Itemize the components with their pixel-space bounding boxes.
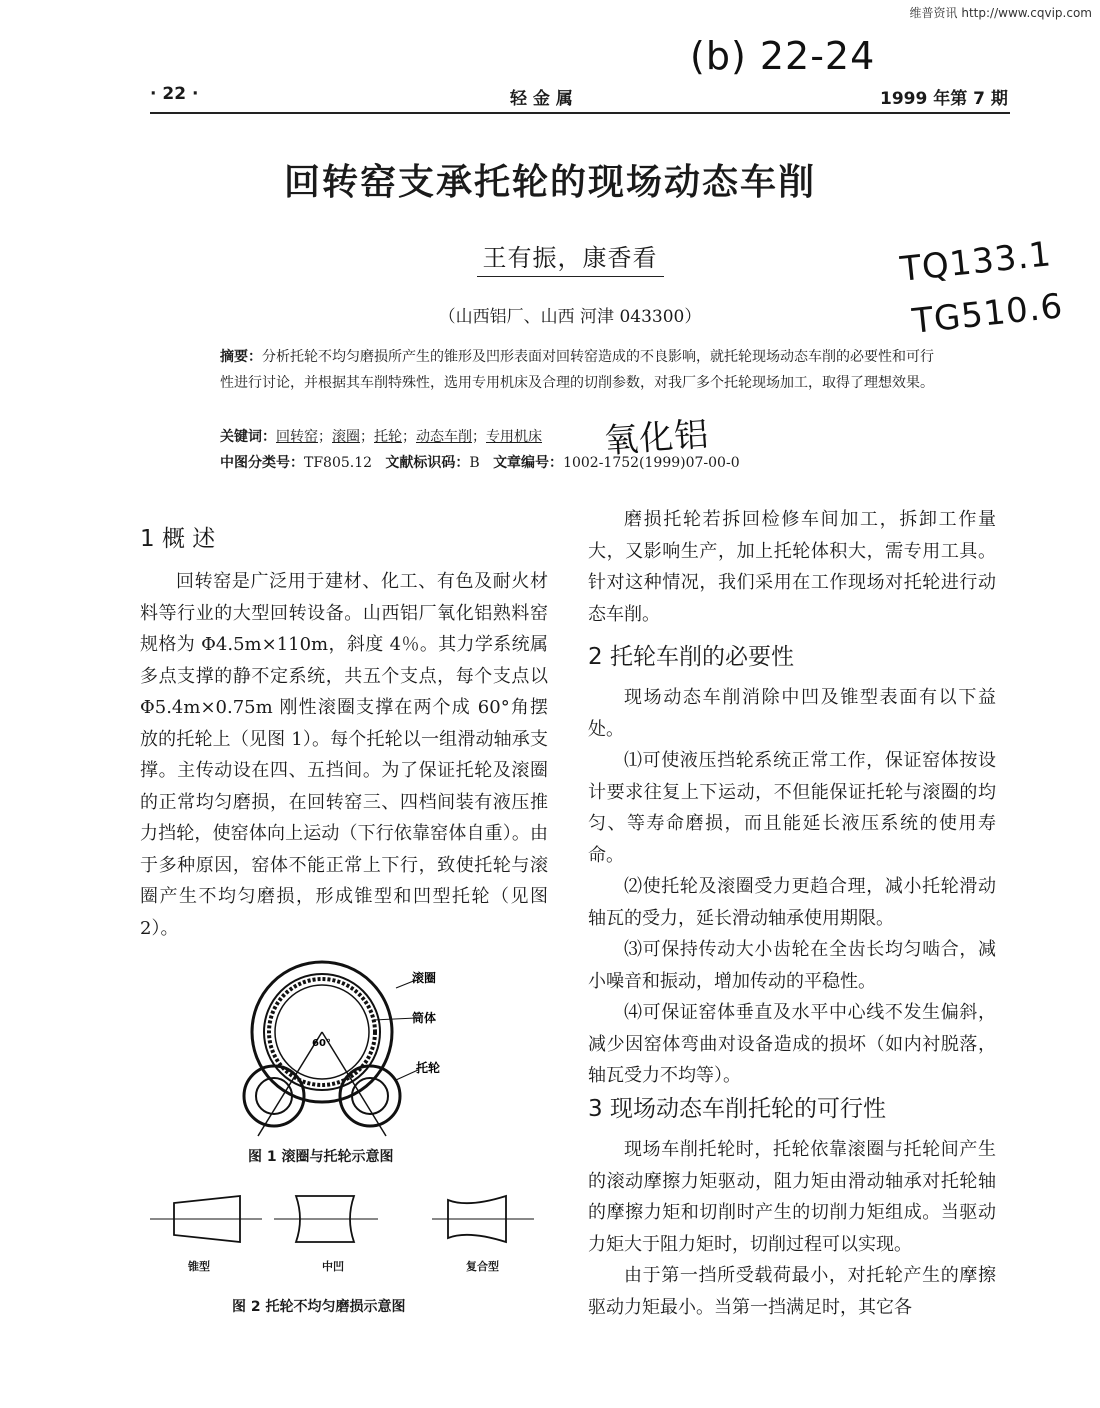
section-2-item: ⑶可保持传动大小齿轮在全齿长均匀啮合，减小噪音和振动，增加传动的平稳性。: [588, 939, 996, 992]
handwritten-class-note-2: TG510.6: [910, 286, 1066, 342]
leader-shell: [374, 1018, 416, 1020]
section-3-body: [588, 1134, 996, 1323]
journal-name: 轻 金 属: [510, 89, 573, 109]
authors-text: 王有振，康香看: [477, 244, 664, 277]
label-ring: 滚圈: [412, 971, 437, 985]
article-title: 回转窑支承托轮的现场动态车削: [283, 162, 816, 203]
keyword: 动态车削: [416, 429, 472, 445]
section-2-body: [588, 682, 996, 1092]
section-2-item: ⑷可保证窑体垂直及水平中心线不发生偏斜，减少因窑体弯曲对设备造成的损坏（如内衬脱落，轴瓦受力不均等）。: [588, 1002, 996, 1086]
watermark: 维普资讯 http://www.cqvip.com: [909, 6, 1092, 20]
figure-2-caption: 图 2 托轮不均匀磨损示意图: [232, 1299, 406, 1315]
doc-code-value: B: [469, 455, 480, 471]
section-3-heading: 3 现场动态车削托轮的可行性: [588, 1096, 886, 1122]
label-composite: 复合型: [466, 1260, 499, 1273]
figure-2-diagram: [150, 1190, 550, 1252]
handwritten-topic-note: 氧化铝: [602, 414, 711, 462]
keyword: 回转窑: [276, 429, 318, 445]
doc-code-label: 文献标识码：: [385, 455, 470, 471]
article-no-label: 文章编号：: [493, 455, 564, 471]
section-3-paragraph: 由于第一挡所受载荷最小，对托轮产生的摩擦驱动力矩最小。当第一挡满足时，其它各: [588, 1265, 996, 1318]
section-1-paragraph: 回转窑是广泛用于建材、化工、有色及耐火材料等行业的大型回转设备。山西铝厂氧化铝熟料窑规格为 Φ4.5m×110m，斜度 4％。其力学系统属多点支撑的静不定系统，共五个支点，每个支点以 Φ5.4m×0.75m 刚性滚圈支撑在两个成 60°角摆放的托轮上（见图 1）。每个托轮以一组滑动轴承支撑。主传动设在四、五挡间。为了保证托轮及滚圈的正常均匀磨损，在回转窑三、四档间装有液压推力挡轮，使窑体向上运动（下行依靠窑体自重）。由于多种原因，窑体不能正常上下行，致使托轮与滚圈产生不均匀磨损，形成锥型和凹型托轮（见图 2）。: [140, 571, 548, 939]
page-number: · 22 ·: [150, 84, 199, 104]
angle-label: 60°: [312, 1038, 331, 1049]
article-no-value: 1002-1752(1999)07-00-0: [563, 455, 740, 471]
issue-label: 1999 年第 7 期: [880, 89, 1008, 109]
figure-1-diagram: [236, 960, 476, 1145]
authors: [0, 238, 1100, 273]
keywords-label: 关键词：: [220, 429, 276, 445]
intro-paragraph: 磨损托轮若拆回检修车间加工，拆卸工作量大，又影响生产，加上托轮体积大，需专用工具。针对这种情况，我们采用在工作现场对托轮进行动态车削。: [588, 509, 996, 625]
section-3-paragraph: 现场车削托轮时，托轮依靠滚圈与托轮间产生的滚动摩擦力矩驱动，阻力矩由滑动轴承对托轮轴的摩擦力矩和切削时产生的切削力矩组成。当驱动力矩大于阻力矩时，切削过程可以实现。: [588, 1139, 996, 1255]
section-2-intro: 现场动态车削消除中凹及锥型表面有以下益处。: [588, 687, 996, 740]
label-roller: 托轮: [416, 1061, 441, 1075]
keyword: 托轮: [374, 429, 402, 445]
abstract-label: 摘要：: [220, 349, 262, 365]
abstract: [220, 344, 940, 396]
section-1-body: [140, 566, 548, 944]
section-1-heading: 1 概 述: [140, 526, 216, 552]
header-rule: [150, 112, 1010, 114]
section-2-item: ⑴可使液压挡轮系统正常工作，保证窑体按设计要求往复上下运动，不但能保证托轮与滚圈的均匀、等寿命磨损，而且能延长液压系统的使用寿命。: [588, 750, 996, 866]
handwritten-page-note: (b) 22-24: [690, 34, 876, 78]
clc-value: TF805.12: [304, 455, 373, 471]
section-2-heading: 2 托轮车削的必要性: [588, 644, 794, 670]
figure-1-caption: 图 1 滚圈与托轮示意图: [248, 1149, 394, 1165]
keyword: 专用机床: [486, 429, 542, 445]
affiliation: （山西铝厂、山西 河津 043300）: [438, 307, 702, 327]
classification-line: [220, 450, 860, 476]
handwritten-class-note-1: TQ133.1: [898, 234, 1054, 290]
leader-roller: [396, 1070, 418, 1080]
label-shell: 筒体: [412, 1011, 437, 1025]
label-taper: 锥型: [188, 1260, 210, 1273]
keyword: 滚圈: [332, 429, 360, 445]
abstract-text: 分析托轮不均匀磨损所产生的锥形及凹形表面对回转窑造成的不良影响，就托轮现场动态车削的必要性和可行性进行讨论，并根据其车削特殊性，选用专用机床及合理的切削参数，对我厂多个托轮现场加工，取得了理想效果。: [220, 349, 934, 391]
section-2-item: ⑵使托轮及滚圈受力更趋合理，减小托轮滑动轴瓦的受力，延长滑动轴承使用期限。: [588, 876, 996, 929]
right-column-intro: [588, 504, 996, 630]
keywords: 关键词：回转窑；滚圈；托轮；动态车削；专用机床: [220, 429, 542, 445]
clc-label: 中图分类号：: [220, 455, 304, 471]
label-concave: 中凹: [322, 1260, 344, 1273]
